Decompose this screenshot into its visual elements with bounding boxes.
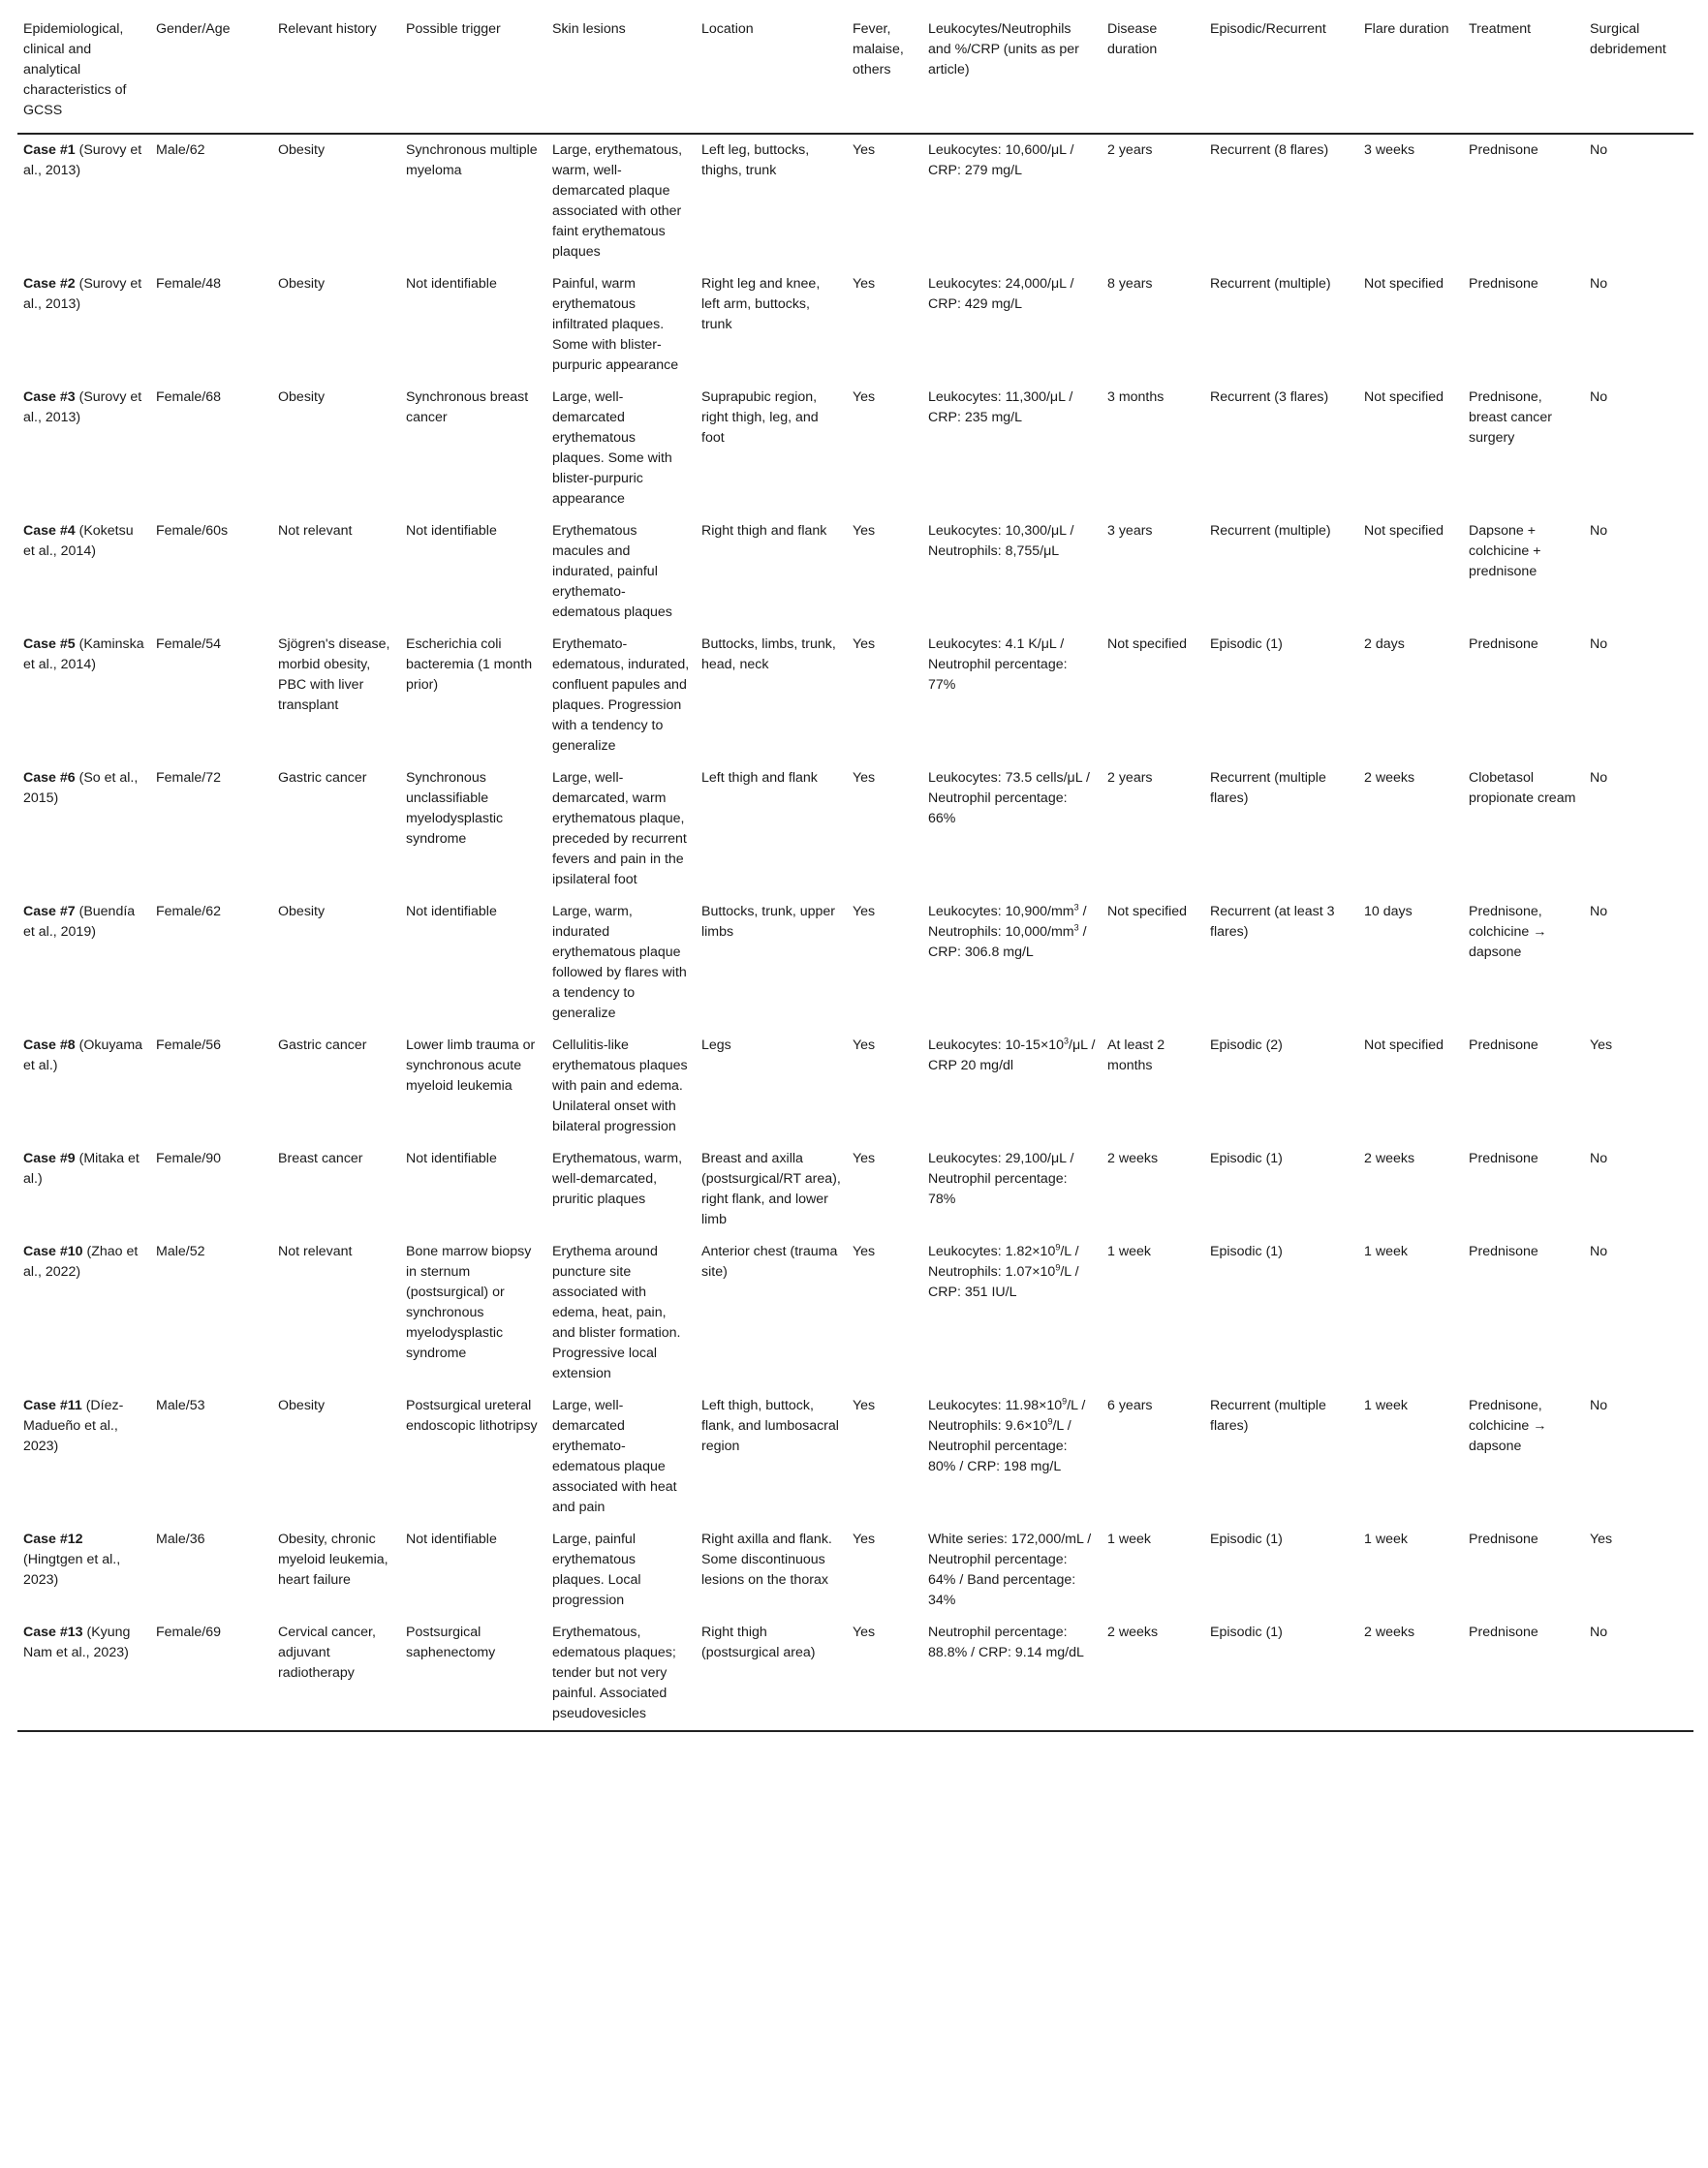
header-characteristics: Epidemiological, clinical and analytical characteristics of GCSS — [23, 21, 127, 118]
cell-labs: Leukocytes: 24,000/μL / CRP: 429 mg/L — [928, 276, 1074, 312]
cell-flare-duration: Not specified — [1364, 523, 1444, 539]
cell-fever: Yes — [853, 1625, 876, 1640]
cell-fever: Yes — [853, 770, 876, 786]
table-row — [17, 896, 1693, 1030]
cell-location: Buttocks, limbs, trunk, head, neck — [701, 636, 836, 672]
cell-flare-duration: 1 week — [1364, 1244, 1408, 1259]
cell-case — [17, 762, 150, 896]
table-body — [17, 134, 1693, 1731]
cell-fever: Yes — [853, 1398, 876, 1413]
cell-trigger: Bone marrow biopsy in sternum (postsurgical) or synchronous myelodysplastic syndrome — [406, 1244, 532, 1361]
cell-gender-age: Female/54 — [156, 636, 222, 652]
cell-disease-duration: 2 weeks — [1107, 1625, 1159, 1640]
cell-episodic: Episodic (1) — [1210, 1532, 1283, 1547]
table-row — [17, 629, 1693, 762]
header-disease-duration: Disease duration — [1107, 21, 1158, 57]
cell-fever: Yes — [853, 523, 876, 539]
cell-history: Sjögren's disease, morbid obesity, PBC with liver transplant — [278, 636, 390, 713]
cell-episodic: Recurrent (multiple) — [1210, 523, 1331, 539]
cell-debridement: No — [1590, 523, 1608, 539]
cell-debridement: No — [1590, 1244, 1608, 1259]
cell-debridement: No — [1590, 770, 1608, 786]
case-reference: (So et al., 2015) — [23, 770, 139, 806]
labs-exponent: 9 — [1047, 1416, 1053, 1427]
cell-gender-age: Female/56 — [156, 1038, 222, 1053]
cell-location: Left thigh and flank — [701, 770, 818, 786]
cell-debridement: No — [1590, 389, 1608, 405]
header-flare-duration: Flare duration — [1364, 21, 1449, 37]
cell-case — [17, 268, 150, 382]
cell-location: Suprapubic region, right thigh, leg, and foot — [701, 389, 819, 446]
cell-case — [17, 1617, 150, 1731]
cell-disease-duration: 2 years — [1107, 142, 1153, 158]
cell-history: Not relevant — [278, 1244, 353, 1259]
cell-history: Not relevant — [278, 523, 353, 539]
cell-history: Obesity, chronic myeloid leukemia, heart failure — [278, 1532, 388, 1588]
cell-skin-lesions: Cellulitis-like erythematous plaques with pain and edema. Unilateral onset with bilateral progression — [552, 1038, 688, 1134]
cell-flare-duration: 2 days — [1364, 636, 1405, 652]
cell-treatment: Prednisone, breast cancer surgery — [1469, 389, 1552, 446]
cell-skin-lesions: Erythema around puncture site associated with edema, heat, pain, and blister formation. Progressive local extension — [552, 1244, 681, 1381]
cell-location: Right thigh and flank — [701, 523, 827, 539]
cell-skin-lesions: Erythematous, warm, well-demarcated, pruritic plaques — [552, 1151, 683, 1207]
cell-labs: Leukocytes: 10,300/μL / Neutrophils: 8,755/μL — [928, 523, 1074, 559]
cell-debridement: No — [1590, 636, 1608, 652]
table-header — [17, 12, 1693, 134]
header-location: Location — [701, 21, 754, 37]
cell-flare-duration: 2 weeks — [1364, 1625, 1415, 1640]
cell-location: Legs — [701, 1038, 731, 1053]
cell-gender-age: Female/68 — [156, 389, 222, 405]
cell-debridement: Yes — [1590, 1038, 1613, 1053]
cell-fever: Yes — [853, 1151, 876, 1166]
cell-trigger: Postsurgical ureteral endoscopic lithotripsy — [406, 1398, 538, 1434]
labs-text: / CRP: 306.8 mg/L — [928, 924, 1087, 960]
cell-debridement: Yes — [1590, 1532, 1613, 1547]
header-debridement: Surgical debridement — [1590, 21, 1666, 57]
cell-history: Breast cancer — [278, 1151, 363, 1166]
cell-disease-duration: 2 weeks — [1107, 1151, 1159, 1166]
cell-treatment: Dapsone + colchicine + prednisone — [1469, 523, 1541, 579]
cell-labs: Leukocytes: 10,600/μL / CRP: 279 mg/L — [928, 142, 1074, 178]
case-reference: (Hingtgen et al., 2023) — [23, 1552, 121, 1588]
table-row — [17, 1030, 1693, 1143]
case-id: Case #7 — [23, 904, 76, 919]
labs-exponent: 3 — [1064, 1036, 1070, 1046]
cell-history: Gastric cancer — [278, 770, 367, 786]
table-container — [17, 12, 1693, 1732]
cell-history: Obesity — [278, 1398, 326, 1413]
case-reference: (Koketsu et al., 2014) — [23, 523, 134, 559]
header-gender-age: Gender/Age — [156, 21, 231, 37]
cell-case — [17, 896, 150, 1030]
cell-fever: Yes — [853, 1532, 876, 1547]
cell-labs — [922, 1236, 1102, 1390]
cell-flare-duration: 3 weeks — [1364, 142, 1415, 158]
gcss-cases-table — [17, 12, 1693, 1732]
case-id: Case #9 — [23, 1151, 76, 1166]
cell-location: Breast and axilla (postsurgical/RT area), right flank, and lower limb — [701, 1151, 841, 1227]
cell-disease-duration: 3 years — [1107, 523, 1153, 539]
table-row — [17, 762, 1693, 896]
header-skin-lesions: Skin lesions — [552, 21, 626, 37]
cell-flare-duration: 2 weeks — [1364, 1151, 1415, 1166]
cell-episodic: Episodic (1) — [1210, 1151, 1283, 1166]
labs-exponent: 3 — [1073, 922, 1079, 933]
cell-history: Gastric cancer — [278, 1038, 367, 1053]
cell-case — [17, 1236, 150, 1390]
header-trigger: Possible trigger — [406, 21, 501, 37]
case-reference: (Surovy et al., 2013) — [23, 276, 142, 312]
cell-episodic: Recurrent (at least 3 flares) — [1210, 904, 1335, 940]
cell-episodic: Recurrent (3 flares) — [1210, 389, 1329, 405]
cell-episodic: Recurrent (multiple flares) — [1210, 770, 1326, 806]
labs-text: Leukocytes: 11.98×10 — [928, 1398, 1063, 1413]
case-reference: (Kaminska et al., 2014) — [23, 636, 144, 672]
cell-labs — [922, 1030, 1102, 1143]
cell-history: Obesity — [278, 389, 326, 405]
cell-trigger: Synchronous unclassifiable myelodysplastic syndrome — [406, 770, 504, 847]
case-id: Case #1 — [23, 142, 76, 158]
cell-history: Obesity — [278, 276, 326, 292]
cell-treatment: Prednisone — [1469, 1038, 1538, 1053]
labs-text: Leukocytes: 10-15×10 — [928, 1038, 1065, 1053]
cell-fever: Yes — [853, 636, 876, 652]
cell-treatment: Prednisone — [1469, 1151, 1538, 1166]
cell-labs: Neutrophil percentage: 88.8% / CRP: 9.14 mg/dL — [928, 1625, 1084, 1660]
cell-treatment: Prednisone — [1469, 142, 1538, 158]
cell-labs — [922, 1390, 1102, 1524]
table-row — [17, 515, 1693, 629]
cell-fever: Yes — [853, 142, 876, 158]
cell-debridement: No — [1590, 1625, 1608, 1640]
cell-trigger: Not identifiable — [406, 523, 497, 539]
cell-labs: White series: 172,000/mL / Neutrophil percentage: 64% / Band percentage: 34% — [928, 1532, 1092, 1608]
cell-skin-lesions: Large, erythematous, warm, well-demarcated plaque associated with other faint erythematous plaques — [552, 142, 683, 260]
cell-disease-duration: 3 months — [1107, 389, 1165, 405]
cell-case — [17, 1390, 150, 1524]
cell-fever: Yes — [853, 389, 876, 405]
cell-location: Left leg, buttocks, thighs, trunk — [701, 142, 810, 178]
case-id: Case #2 — [23, 276, 76, 292]
cell-case — [17, 134, 150, 268]
cell-fever: Yes — [853, 1244, 876, 1259]
cell-episodic: Episodic (1) — [1210, 1244, 1283, 1259]
cell-gender-age: Female/48 — [156, 276, 222, 292]
cell-skin-lesions: Painful, warm erythematous infiltrated plaques. Some with blister-purpuric appearance — [552, 276, 679, 373]
cell-debridement: No — [1590, 904, 1608, 919]
cell-history: Obesity — [278, 142, 326, 158]
cell-disease-duration: Not specified — [1107, 636, 1188, 652]
cell-trigger: Lower limb trauma or synchronous acute myeloid leukemia — [406, 1038, 536, 1094]
table-row — [17, 1390, 1693, 1524]
case-id: Case #13 — [23, 1625, 83, 1640]
cell-labs: Leukocytes: 4.1 K/μL / Neutrophil percentage: 77% — [928, 636, 1068, 693]
cell-disease-duration: 1 week — [1107, 1244, 1151, 1259]
cell-location: Buttocks, trunk, upper limbs — [701, 904, 836, 940]
cell-treatment: Prednisone, colchicine → dapsone — [1469, 904, 1547, 960]
labs-text: / Neutrophils: 10,000/mm — [928, 904, 1087, 940]
labs-text: /L / Neutrophil percentage: 80% / CRP: 198 mg/L — [928, 1418, 1071, 1474]
cell-episodic: Recurrent (8 flares) — [1210, 142, 1329, 158]
cell-location: Left thigh, buttock, flank, and lumbosacral region — [701, 1398, 839, 1454]
table-row — [17, 1143, 1693, 1236]
cell-location: Right axilla and flank. Some discontinuous lesions on the thorax — [701, 1532, 832, 1588]
header-episodic: Episodic/Recurrent — [1210, 21, 1326, 37]
cell-location: Right thigh (postsurgical area) — [701, 1625, 816, 1660]
cell-gender-age: Male/53 — [156, 1398, 205, 1413]
cell-treatment: Prednisone — [1469, 1532, 1538, 1547]
cell-treatment: Prednisone, colchicine → dapsone — [1469, 1398, 1547, 1454]
cell-skin-lesions: Large, well-demarcated, warm erythematous plaque, preceded by recurrent fevers and pain in the ipsilateral foot — [552, 770, 687, 887]
cell-disease-duration: 8 years — [1107, 276, 1153, 292]
cell-episodic: Recurrent (multiple flares) — [1210, 1398, 1326, 1434]
cell-case — [17, 382, 150, 515]
cell-disease-duration: At least 2 months — [1107, 1038, 1165, 1073]
cell-history: Cervical cancer, adjuvant radiotherapy — [278, 1625, 376, 1681]
case-id: Case #4 — [23, 523, 76, 539]
cell-trigger: Postsurgical saphenectomy — [406, 1625, 496, 1660]
cell-gender-age: Male/62 — [156, 142, 205, 158]
cell-case — [17, 629, 150, 762]
table-row — [17, 1617, 1693, 1731]
case-id: Case #3 — [23, 389, 76, 405]
cell-gender-age: Female/90 — [156, 1151, 222, 1166]
table-row — [17, 134, 1693, 268]
cell-case — [17, 1030, 150, 1143]
cell-treatment: Prednisone — [1469, 276, 1538, 292]
cell-labs: Leukocytes: 29,100/μL / Neutrophil percentage: 78% — [928, 1151, 1074, 1207]
cell-fever: Yes — [853, 1038, 876, 1053]
cell-debridement: No — [1590, 276, 1608, 292]
case-reference: (Surovy et al., 2013) — [23, 142, 142, 178]
labs-exponent: 9 — [1055, 1242, 1061, 1253]
cell-flare-duration: 1 week — [1364, 1398, 1408, 1413]
labs-text: Leukocytes: 10,900/mm — [928, 904, 1074, 919]
cell-disease-duration: 2 years — [1107, 770, 1153, 786]
cell-gender-age: Female/69 — [156, 1625, 222, 1640]
cell-treatment: Prednisone — [1469, 636, 1538, 652]
cell-episodic: Recurrent (multiple) — [1210, 276, 1331, 292]
cell-disease-duration: 1 week — [1107, 1532, 1151, 1547]
cell-skin-lesions: Large, warm, indurated erythematous plaque followed by flares with a tendency to generalize — [552, 904, 687, 1021]
cell-flare-duration: 1 week — [1364, 1532, 1408, 1547]
case-reference: (Díez-Madueño et al., 2023) — [23, 1398, 124, 1454]
cell-trigger: Escherichia coli bacteremia (1 month prior) — [406, 636, 533, 693]
cell-case — [17, 1524, 150, 1617]
cell-skin-lesions: Erythematous macules and indurated, painful erythemato-edematous plaques — [552, 523, 672, 620]
case-id: Case #10 — [23, 1244, 83, 1259]
cell-trigger: Not identifiable — [406, 1151, 497, 1166]
cell-episodic: Episodic (2) — [1210, 1038, 1283, 1053]
case-reference: (Zhao et al., 2022) — [23, 1244, 139, 1280]
cell-treatment: Clobetasol propionate cream — [1469, 770, 1576, 806]
cell-history: Obesity — [278, 904, 326, 919]
table-row — [17, 268, 1693, 382]
cell-case — [17, 1143, 150, 1236]
table-row — [17, 1524, 1693, 1617]
cell-disease-duration: Not specified — [1107, 904, 1188, 919]
case-reference: (Mitaka et al.) — [23, 1151, 140, 1187]
cell-treatment: Prednisone — [1469, 1244, 1538, 1259]
labs-text: /L / Neutrophils: 9.6×10 — [928, 1398, 1086, 1434]
cell-fever: Yes — [853, 276, 876, 292]
cell-skin-lesions: Erythemato-edematous, indurated, confluent papules and plaques. Progression with a tendency to generalize — [552, 636, 690, 754]
cell-flare-duration: 10 days — [1364, 904, 1413, 919]
case-id: Case #11 — [23, 1398, 82, 1413]
cell-debridement: No — [1590, 1151, 1608, 1166]
labs-text: /μL / CRP 20 mg/dl — [928, 1038, 1096, 1073]
cell-treatment: Prednisone — [1469, 1625, 1538, 1640]
cell-flare-duration: 2 weeks — [1364, 770, 1415, 786]
case-id: Case #8 — [23, 1038, 76, 1053]
case-reference: (Buendía et al., 2019) — [23, 904, 136, 940]
cell-trigger: Synchronous breast cancer — [406, 389, 529, 425]
header-fever: Fever, malaise, others — [853, 21, 904, 77]
cell-fever: Yes — [853, 904, 876, 919]
table-row — [17, 1236, 1693, 1390]
cell-gender-age: Female/62 — [156, 904, 222, 919]
labs-text: /L / CRP: 351 IU/L — [928, 1264, 1079, 1300]
cell-location: Anterior chest (trauma site) — [701, 1244, 838, 1280]
labs-exponent: 9 — [1055, 1262, 1061, 1273]
cell-labs — [922, 896, 1102, 1030]
labs-exponent: 3 — [1073, 902, 1079, 913]
cell-gender-age: Female/72 — [156, 770, 222, 786]
case-reference: (Surovy et al., 2013) — [23, 389, 142, 425]
cell-gender-age: Male/52 — [156, 1244, 205, 1259]
cell-flare-duration: Not specified — [1364, 1038, 1444, 1053]
case-reference: (Kyung Nam et al., 2023) — [23, 1625, 131, 1660]
cell-flare-duration: Not specified — [1364, 276, 1444, 292]
labs-text: /L / Neutrophils: 1.07×10 — [928, 1244, 1079, 1280]
labs-exponent: 9 — [1062, 1396, 1068, 1407]
cell-skin-lesions: Large, painful erythematous plaques. Local progression — [552, 1532, 641, 1608]
cell-trigger: Not identifiable — [406, 276, 497, 292]
cell-location: Right leg and knee, left arm, buttocks, trunk — [701, 276, 821, 332]
header-row — [17, 12, 1693, 134]
cell-trigger: Not identifiable — [406, 1532, 497, 1547]
table-row — [17, 382, 1693, 515]
cell-disease-duration: 6 years — [1107, 1398, 1153, 1413]
cell-episodic: Episodic (1) — [1210, 1625, 1283, 1640]
cell-skin-lesions: Erythematous, edematous plaques; tender but not very painful. Associated pseudovesicles — [552, 1625, 676, 1721]
case-id: Case #5 — [23, 636, 76, 652]
cell-labs: Leukocytes: 73.5 cells/μL / Neutrophil percentage: 66% — [928, 770, 1090, 826]
header-treatment: Treatment — [1469, 21, 1532, 37]
cell-episodic: Episodic (1) — [1210, 636, 1283, 652]
labs-text: Leukocytes: 1.82×10 — [928, 1244, 1056, 1259]
case-reference: (Okuyama et al.) — [23, 1038, 143, 1073]
cell-debridement: No — [1590, 1398, 1608, 1413]
cell-gender-age: Female/60s — [156, 523, 229, 539]
header-history: Relevant history — [278, 21, 377, 37]
case-id: Case #12 — [23, 1532, 83, 1547]
cell-flare-duration: Not specified — [1364, 389, 1444, 405]
header-labs: Leukocytes/Neutrophils and %/CRP (units as per article) — [928, 21, 1079, 77]
cell-gender-age: Male/36 — [156, 1532, 205, 1547]
cell-trigger: Not identifiable — [406, 904, 497, 919]
cell-skin-lesions: Large, well-demarcated erythemato-edematous plaque associated with heat and pain — [552, 1398, 677, 1515]
cell-debridement: No — [1590, 142, 1608, 158]
cell-labs: Leukocytes: 11,300/μL / CRP: 235 mg/L — [928, 389, 1073, 425]
case-id: Case #6 — [23, 770, 76, 786]
cell-trigger: Synchronous multiple myeloma — [406, 142, 538, 178]
cell-case — [17, 515, 150, 629]
cell-skin-lesions: Large, well-demarcated erythematous plaques. Some with blister-purpuric appearance — [552, 389, 672, 507]
